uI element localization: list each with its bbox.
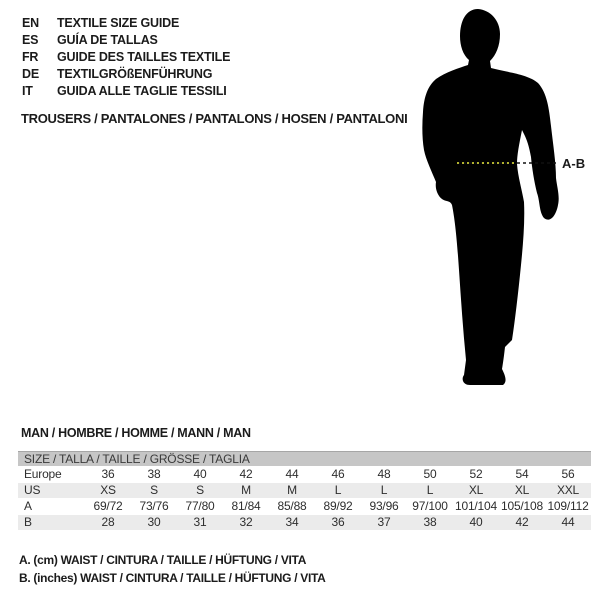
size-cell: 40 xyxy=(469,515,483,529)
gender-heading: MAN / HOMBRE / HOMME / MANN / MAN xyxy=(21,426,251,440)
size-cell: 36 xyxy=(331,515,345,529)
language-row-es xyxy=(22,31,230,48)
size-cell: S xyxy=(196,483,204,497)
language-label: TEXTILGRÖßENFÜHRUNG xyxy=(57,66,213,81)
measure-label: A-B xyxy=(562,156,586,171)
size-cell: 48 xyxy=(377,467,391,481)
language-row-en xyxy=(22,14,230,31)
size-cell: 93/96 xyxy=(369,499,399,513)
language-row-fr xyxy=(22,48,230,65)
size-cell: 56 xyxy=(561,467,575,481)
size-cell: 109/112 xyxy=(547,499,589,513)
table-row xyxy=(18,499,591,514)
size-cell: M xyxy=(287,483,297,497)
size-cell: 30 xyxy=(147,515,161,529)
man-silhouette-figure xyxy=(410,0,600,400)
size-cell: 38 xyxy=(147,467,161,481)
size-cell: L xyxy=(380,483,388,497)
size-cell: 42 xyxy=(239,467,253,481)
size-cell: 105/108 xyxy=(501,499,543,513)
man-silhouette-path xyxy=(422,9,558,385)
table-row xyxy=(18,515,591,530)
size-cell: 31 xyxy=(193,515,207,529)
size-cell: 97/100 xyxy=(412,499,448,513)
size-cell: 36 xyxy=(101,467,115,481)
size-cell: 54 xyxy=(515,467,529,481)
size-table-body xyxy=(18,467,591,530)
language-code: FR xyxy=(22,49,39,64)
size-cell: 81/84 xyxy=(231,499,261,513)
size-cell: 77/80 xyxy=(185,499,215,513)
row-label: B xyxy=(24,515,32,529)
size-cell: 73/76 xyxy=(139,499,169,513)
size-cell: M xyxy=(241,483,251,497)
note-a: A. (cm) WAIST / CINTURA / TAILLE / HÜFTUNG / VITA xyxy=(19,553,307,567)
product-heading: TROUSERS / PANTALONES / PANTALONS / HOSEN / PANTALONI xyxy=(21,111,408,126)
size-table-header: SIZE / TALLA / TAILLE / GRÖSSE / TAGLIA xyxy=(18,451,591,466)
language-code: IT xyxy=(22,83,33,98)
size-cell: L xyxy=(426,483,434,497)
size-cell: 50 xyxy=(423,467,437,481)
size-cell: 42 xyxy=(515,515,529,529)
language-label: GUIDA ALLE TAGLIE TESSILI xyxy=(57,83,227,98)
size-cell: XL xyxy=(468,483,484,497)
size-cell: XS xyxy=(100,483,116,497)
size-cell: XL xyxy=(514,483,530,497)
size-table xyxy=(18,451,591,530)
row-label: Europe xyxy=(24,467,62,481)
size-cell: L xyxy=(334,483,342,497)
size-cell: 85/88 xyxy=(277,499,307,513)
size-cell: 44 xyxy=(285,467,299,481)
size-cell: 28 xyxy=(101,515,115,529)
size-cell: 44 xyxy=(561,515,575,529)
language-label: GUÍA DE TALLAS xyxy=(57,32,158,47)
size-cell: 69/72 xyxy=(93,499,123,513)
size-cell: XXL xyxy=(556,483,580,497)
table-row xyxy=(18,467,591,482)
size-cell: 52 xyxy=(469,467,483,481)
row-label: A xyxy=(24,499,32,513)
size-cell: S xyxy=(150,483,158,497)
language-code: ES xyxy=(22,32,39,47)
size-cell: 101/104 xyxy=(455,499,497,513)
language-row-de xyxy=(22,65,230,82)
row-label: US xyxy=(24,483,41,497)
size-cell: 32 xyxy=(239,515,253,529)
size-cell: 40 xyxy=(193,467,207,481)
language-code: EN xyxy=(22,15,39,30)
size-cell: 37 xyxy=(377,515,391,529)
size-cell: 34 xyxy=(285,515,299,529)
table-row xyxy=(18,483,591,498)
size-cell: 38 xyxy=(423,515,437,529)
size-cell: 46 xyxy=(331,467,345,481)
measurement-notes xyxy=(19,552,326,587)
language-row-it xyxy=(22,82,230,99)
language-legend xyxy=(22,14,230,99)
language-code: DE xyxy=(22,66,39,81)
size-cell: 89/92 xyxy=(323,499,353,513)
language-label: GUIDE DES TAILLES TEXTILE xyxy=(57,49,231,64)
note-b: B. (inches) WAIST / CINTURA / TAILLE / HÜFTUNG / VITA xyxy=(19,570,326,585)
language-label: TEXTILE SIZE GUIDE xyxy=(57,15,180,30)
